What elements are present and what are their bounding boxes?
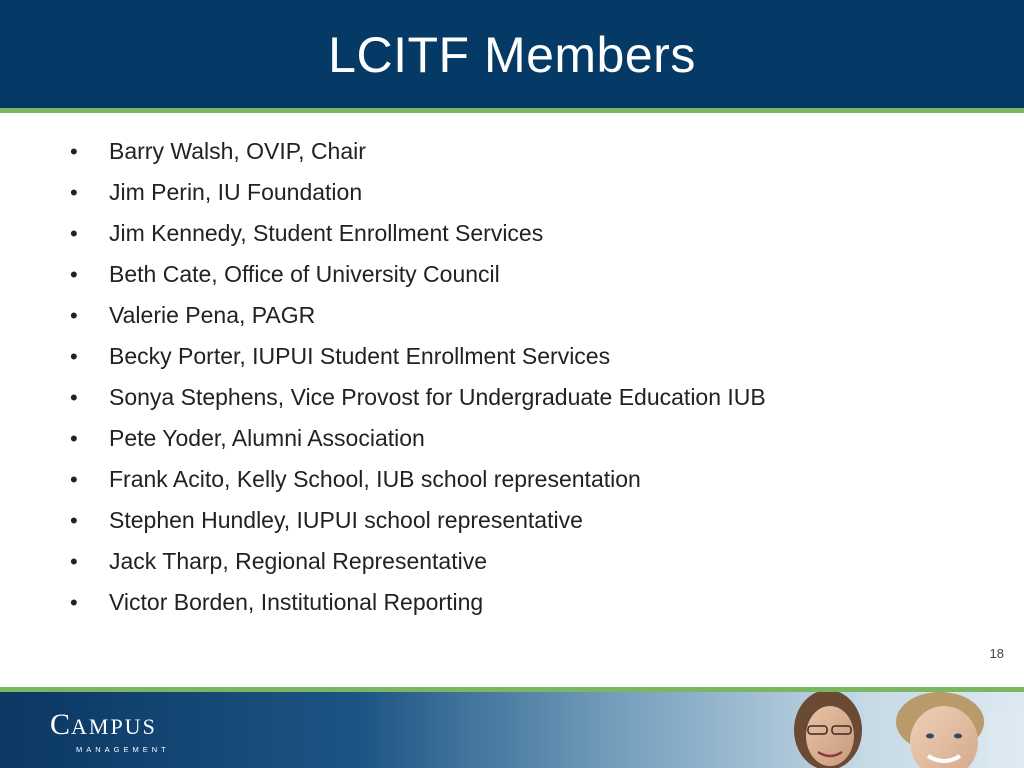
title-rule (0, 108, 1024, 113)
member-name: Victor Borden, Institutional Reporting (109, 589, 484, 615)
list-item (70, 541, 970, 582)
member-name: Jim Kennedy, Student Enrollment Services (109, 220, 544, 246)
list-item (70, 131, 970, 172)
list-item (70, 459, 970, 500)
logo-initial: C (50, 710, 73, 738)
list-item (70, 172, 970, 213)
bullet-icon: • (70, 220, 78, 246)
photo-edge-fade (990, 712, 1024, 768)
bullet-icon: • (70, 261, 78, 287)
list-item (70, 500, 970, 541)
logo-subtitle-glyphs (76, 744, 186, 753)
member-name: Pete Yoder, Alumni Association (109, 425, 425, 451)
page-number: 18 (989, 646, 1004, 661)
list-item (70, 295, 970, 336)
member-name: Barry Walsh, OVIP, Chair (109, 138, 366, 164)
man-eye-right (954, 734, 962, 739)
member-name: Jack Tharp, Regional Representative (109, 548, 488, 574)
bullet-icon: • (70, 589, 78, 615)
logo-wordmark-glyphs (50, 710, 175, 738)
logo-rest: AMPUS (71, 714, 157, 738)
logo-subtitle (50, 744, 186, 755)
bullet-icon: • (70, 548, 78, 574)
member-name: Valerie Pena, PAGR (109, 302, 316, 328)
footer-band (0, 692, 1024, 768)
member-name: Becky Porter, IUPUI Student Enrollment Services (109, 343, 611, 369)
man-eye-left (926, 734, 934, 739)
people-photo-icon (780, 692, 1024, 768)
bullet-icon: • (70, 302, 78, 328)
logo-subtitle-text: MANAGEMENT (76, 745, 170, 753)
list-item (70, 254, 970, 295)
member-name: Frank Acito, Kelly School, IUB school representation (109, 466, 641, 492)
logo-wordmark (50, 710, 186, 743)
bullet-icon: • (70, 138, 78, 164)
member-name: Stephen Hundley, IUPUI school representative (109, 507, 583, 533)
bullet-icon: • (70, 384, 78, 410)
bullet-icon: • (70, 179, 78, 205)
member-list (70, 131, 970, 623)
slide-title: LCITF Members (328, 27, 696, 83)
member-name: Jim Perin, IU Foundation (109, 179, 363, 205)
list-item (70, 418, 970, 459)
bullet-icon: • (70, 507, 78, 533)
campus-management-logo (50, 710, 186, 755)
list-item (70, 582, 970, 623)
member-name: Sonya Stephens, Vice Provost for Undergraduate Education IUB (109, 384, 766, 410)
list-item (70, 213, 970, 254)
bullet-icon: • (70, 466, 78, 492)
title-bar (0, 0, 1024, 108)
bullet-icon: • (70, 343, 78, 369)
bullet-icon: • (70, 425, 78, 451)
member-name: Beth Cate, Office of University Council (109, 261, 500, 287)
list-item (70, 377, 970, 418)
list-item (70, 336, 970, 377)
